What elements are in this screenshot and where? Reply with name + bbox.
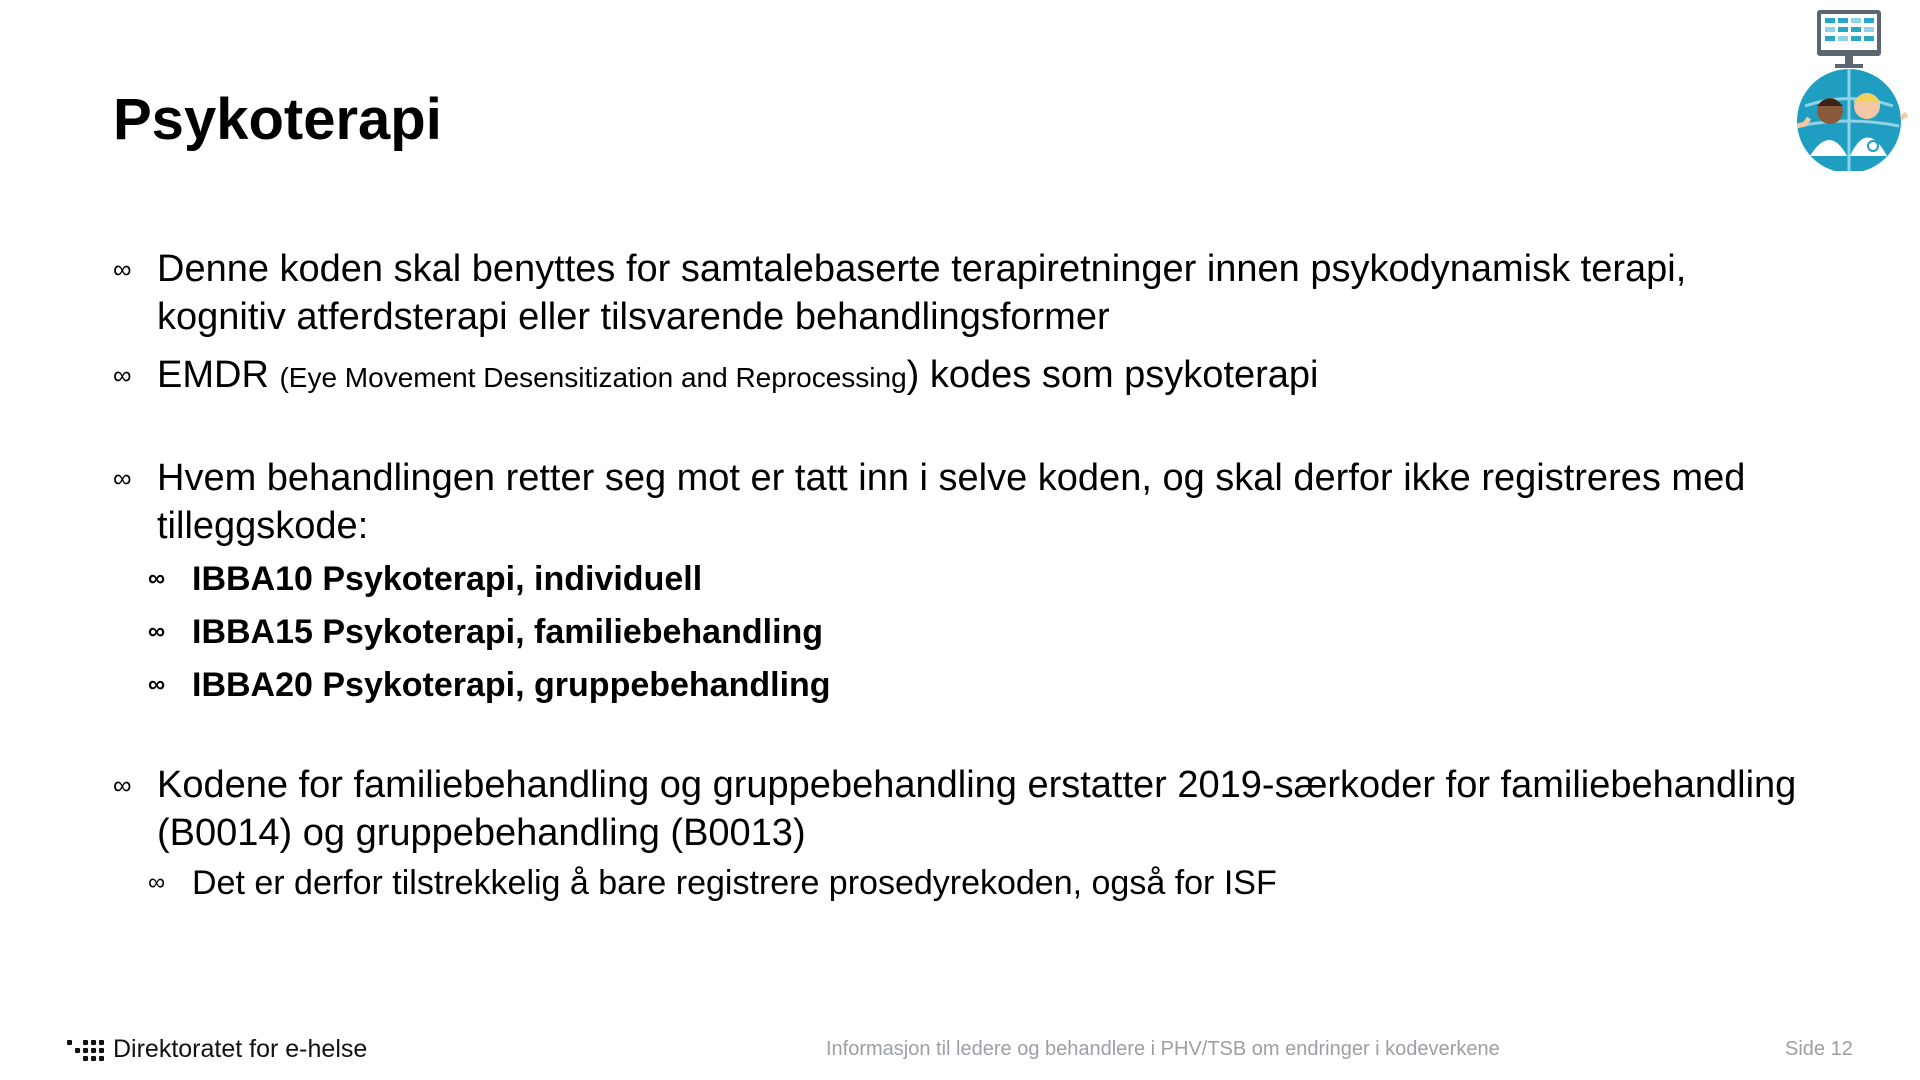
sub-bullet-isf (148, 859, 1803, 907)
bullet-marker-icon: ∞ (148, 671, 166, 698)
sub-bullet-code (148, 608, 1803, 656)
bullet-marker-icon: ∞ (148, 618, 166, 645)
slide-body (113, 245, 1803, 907)
bullet-replacement (113, 761, 1803, 857)
bullet-marker-icon: ∞ (113, 463, 132, 493)
bullet-text-emdr-expansion: (Eye Movement Desensitization and Reprocessing (279, 362, 907, 393)
bullet-marker-icon: ∞ (148, 869, 166, 896)
bullet-emdr (113, 351, 1803, 402)
doctors-globe-illustration (1775, 6, 1915, 171)
footer-logo-text: Direktoratet for e-helse (113, 1035, 368, 1063)
bullet-marker-icon: ∞ (113, 770, 132, 800)
bullet-text-emdr: EMDR (157, 354, 269, 396)
bullet-text-emdr-rest: ) kodes som psykoterapi (906, 354, 1319, 396)
bullet-text: Kodene for familiebehandling og gruppebehandling erstatter 2019-særkoder for familiebehandling (B0014) og gruppebehandling (B0013) (157, 764, 1797, 854)
bullet-marker-icon: ∞ (148, 565, 166, 592)
sub-bullet-code (148, 555, 1803, 603)
sub-bullet-text: Det er derfor tilstrekkelig å bare registrere prosedyrekoden, også for ISF (192, 864, 1277, 902)
direktoratet-logo-icon (67, 1037, 107, 1063)
page-number: Side 12 (1785, 1038, 1853, 1060)
bullet-usage (113, 245, 1803, 341)
footer-logo (67, 1035, 367, 1064)
code-text: IBBA10 Psykoterapi, individuell (192, 560, 703, 598)
bullet-target (113, 454, 1803, 550)
bullet-marker-icon: ∞ (113, 360, 132, 390)
code-text: IBBA20 Psykoterapi, gruppebehandling (192, 666, 831, 704)
code-text: IBBA15 Psykoterapi, familiebehandling (192, 613, 824, 651)
slide-title: Psykoterapi (113, 87, 442, 152)
bullet-marker-icon: ∞ (113, 254, 132, 284)
sub-bullet-code (148, 661, 1803, 709)
footer-info-text: Informasjon til ledere og behandlere i PHV/TSB om endringer i kodeverkene (826, 1038, 1500, 1060)
bullet-text: Hvem behandlingen retter seg mot er tatt inn i selve koden, og skal derfor ikke registreres med tilleggskode: (157, 457, 1746, 547)
bullet-text: Denne koden skal benyttes for samtalebaserte terapiretninger innen psykodynamisk terapi, kognitiv atferdsterapi eller tilsvarende behandlingsformer (157, 248, 1687, 338)
